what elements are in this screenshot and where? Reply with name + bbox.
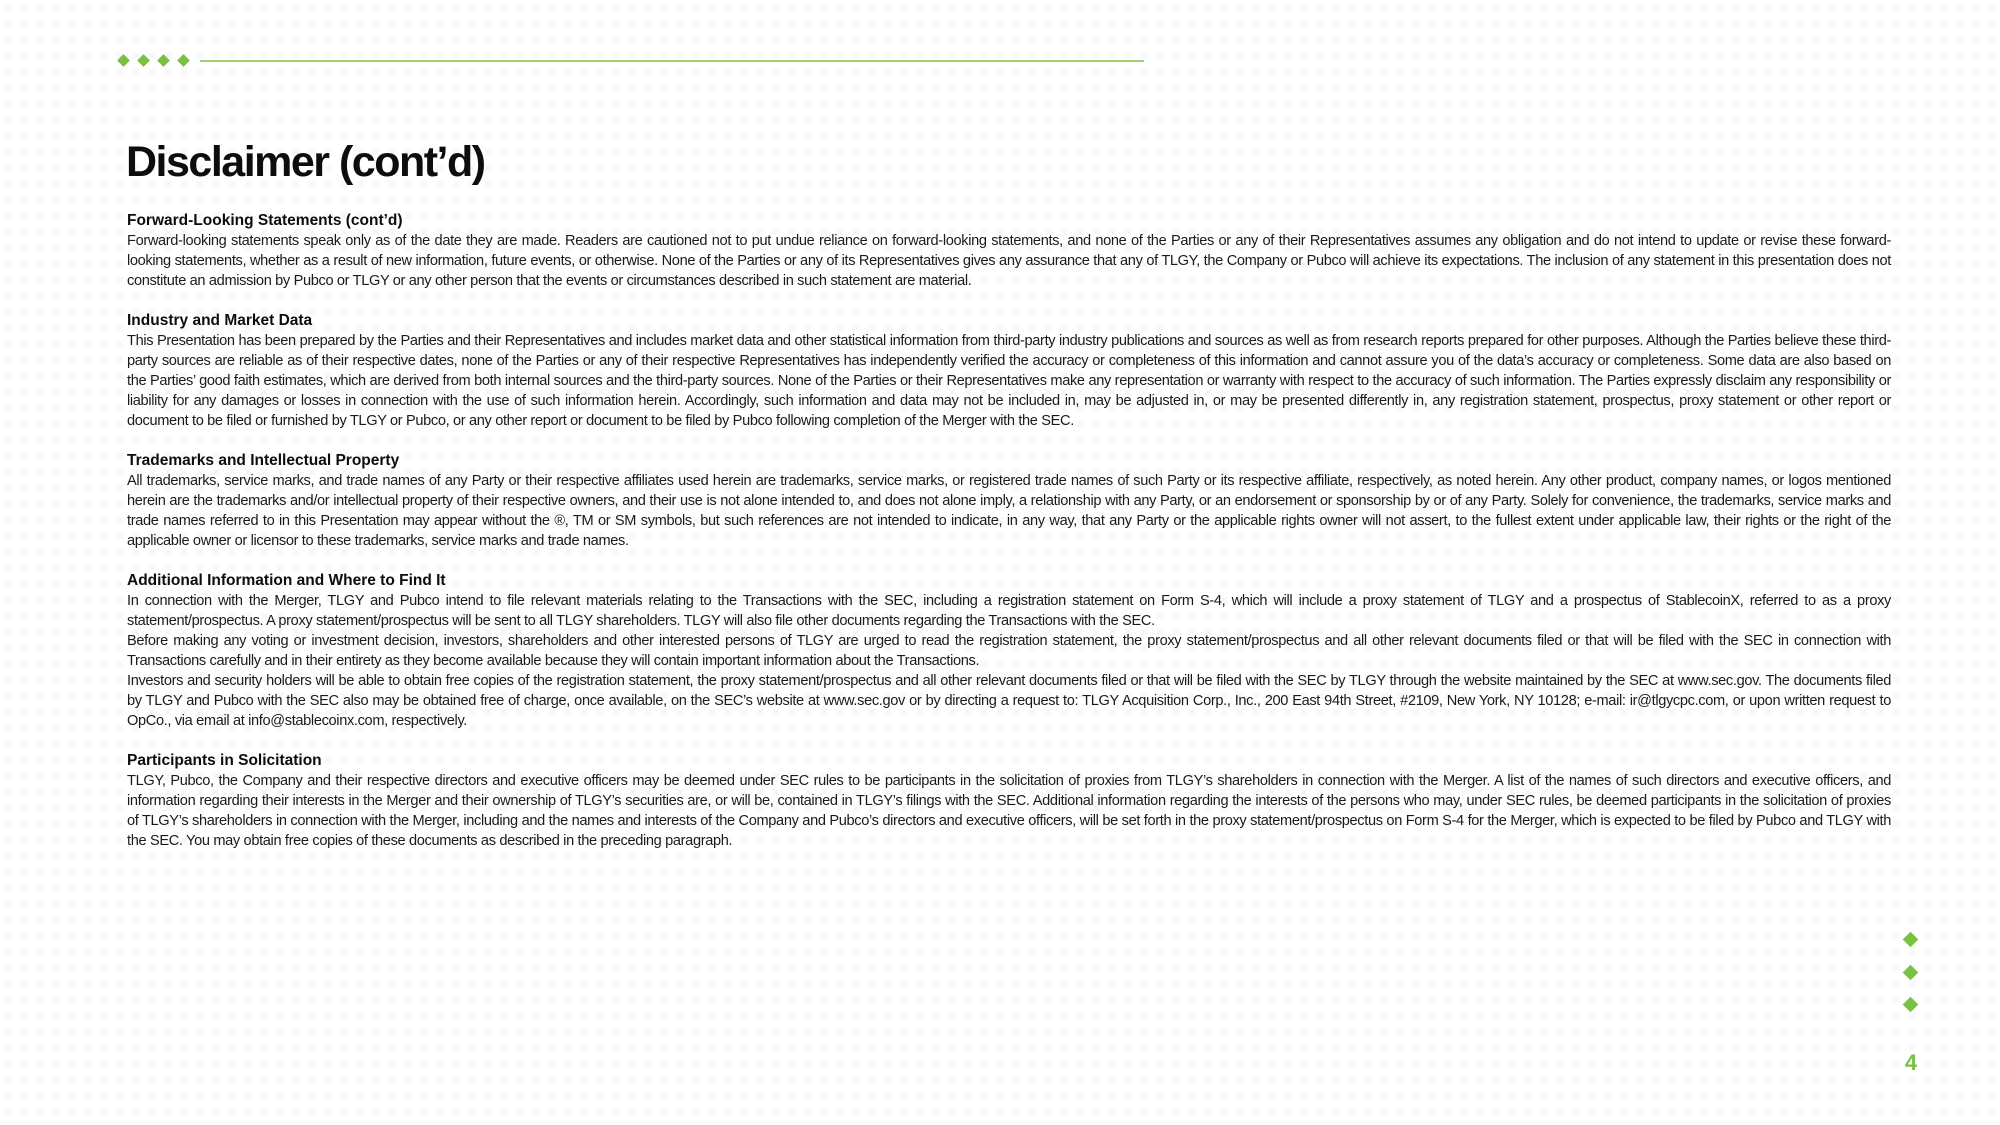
diamond-icon [137,54,150,67]
header-ornament [115,50,1145,72]
section-paragraph: Investors and security holders will be able to obtain free copies of the registration statement, the proxy statement/prospectus and all other relevant documents filed or that will be filed with the SEC by TLGY through the website maintained by the SEC at www.sec.gov. The documents filed by TLGY and Pubco with the SEC also may be obtained free of charge, once available, on the SEC’s website at www.sec.gov or by directing a request to: TLGY Acquisition Corp., Inc., 200 East 94th Street, #2109, New York, NY 10128; e-mail: ir@tlgycpc.com, or upon written request to OpCo., via email at info@stablecoinx.com, respectively. [127,673,1891,729]
section-trademarks [127,451,1891,551]
section-paragraph: This Presentation has been prepared by the Parties and their Representatives and includes market data and other statistical information from third-party industry publications and sources as well as from research reports prepared for other purposes. Although the Parties believe these third-party sources are reliable as of their respective dates, none of the Parties or any of their respective Representatives has independently verified the accuracy or completeness of this information and cannot assure you of the data’s accuracy or completeness. Some data are also based on the Parties’ good faith estimates, which are derived from both internal sources and the third-party sources. None of the Parties or their Representatives make any representation or warranty with respect to the accuracy of such information. The Parties expressly disclaim any responsibility or liability for any damages or losses in connection with the use of such information herein. Accordingly, such information and data may not be included in, may be adjusted in, or may be presented differently in, any registration statement, prospectus, proxy statement or other report or document to be filed or furnished by TLGY or Pubco, or any other report or document to be filed by Pubco following completion of the Merger with the SEC. [127,333,1891,429]
section-paragraph: All trademarks, service marks, and trade names of any Party or their respective affiliates used herein are trademarks, service marks, or registered trade names of such Party or its respective affiliate, respectively, as noted herein. Any other product, company names, or logos mentioned herein are the trademarks and/or intellectual property of their respective owners, and their use is not alone intended to, and does not alone imply, a relationship with any Party, or an endorsement or sponsorship by or of any Party. Solely for convenience, the trademarks, service marks and trade names referred to in this Presentation may appear without the ®, TM or SM symbols, but such references are not intended to indicate, in any way, that any Party or the applicable rights owner will not assert, to the fullest extent under applicable law, their rights or the right of the applicable owner or licensor to these trademarks, service marks and trade names. [127,473,1891,549]
section-heading: Forward-Looking Statements (cont’d) [127,212,403,229]
diamond-icon [1903,997,1919,1013]
diamond-icon [1903,965,1919,981]
section-heading: Participants in Solicitation [127,752,322,769]
diamond-icon [157,54,170,67]
section-paragraph: TLGY, Pubco, the Company and their respective directors and executive officers may be deemed under SEC rules to be participants in the solicitation of proxies from TLGY’s shareholders in connection with the Merger. A list of the names of such directors and executive officers, and information regarding their interests in the Merger and their ownership of TLGY’s securities are, or will be, contained in TLGY’s filings with the SEC. Additional information regarding the interests of the persons who may, under SEC rules, be deemed participants in the solicitation of proxies of TLGY’s shareholders in connection with the Merger, including and the names and interests of the Company and Pubco’s directors and executive officers, will be set forth in the proxy statement/prospectus on Form S-4 for the Merger, which is expected to be filed by Pubco and TLGY with the SEC. You may obtain free copies of these documents as described in the preceding paragraph. [127,773,1891,849]
section-heading: Industry and Market Data [127,312,313,329]
section-industry-market-data [127,311,1891,431]
section-forward-looking-statements [127,211,1891,291]
page-number: 4 [1904,1050,1918,1075]
disclaimer-body [127,211,1891,871]
section-paragraph: In connection with the Merger, TLGY and Pubco intend to file relevant materials relating to the Transactions with the SEC, including a registration statement on Form S-4, which will include a proxy statement of TLGY and a prospectus of StablecoinX, referred to as a proxy statement/prospectus. A proxy statement/prospectus will be sent to all TLGY shareholders. TLGY will also file other documents regarding the Transactions with the SEC. [127,593,1891,629]
diamond-icon [1903,932,1919,948]
diamond-icon [177,54,190,67]
side-ornament [1900,930,1922,1020]
section-heading: Additional Information and Where to Find It [127,572,446,589]
section-participants-solicitation [127,751,1891,851]
header-divider [200,60,1144,62]
section-paragraph: Before making any voting or investment decision, investors, shareholders and other interested persons of TLGY are urged to read the registration statement, the proxy statement/prospectus and all other relevant documents filed or that will be filed with the SEC in connection with Transactions carefully and in their entirety as they become available because they will contain important information about the Transactions. [127,633,1891,669]
diamond-icon [117,54,130,67]
slide-title: Disclaimer (cont’d) [126,138,485,186]
section-paragraph: Forward-looking statements speak only as of the date they are made. Readers are cautioned not to put undue reliance on forward-looking statements, and none of the Parties or any of their Representatives assumes any obligation and do not intend to update or revise these forward-looking statements, whether as a result of new information, future events, or otherwise. None of the Parties or any of its Representatives gives any assurance that any of TLGY, the Company or Pubco will achieve its expectations. The inclusion of any statement in this presentation does not constitute an admission by Pubco or TLGY or any other person that the events or circumstances described in such statement are material. [127,233,1891,289]
section-heading: Trademarks and Intellectual Property [127,452,400,469]
section-additional-information [127,571,1891,731]
